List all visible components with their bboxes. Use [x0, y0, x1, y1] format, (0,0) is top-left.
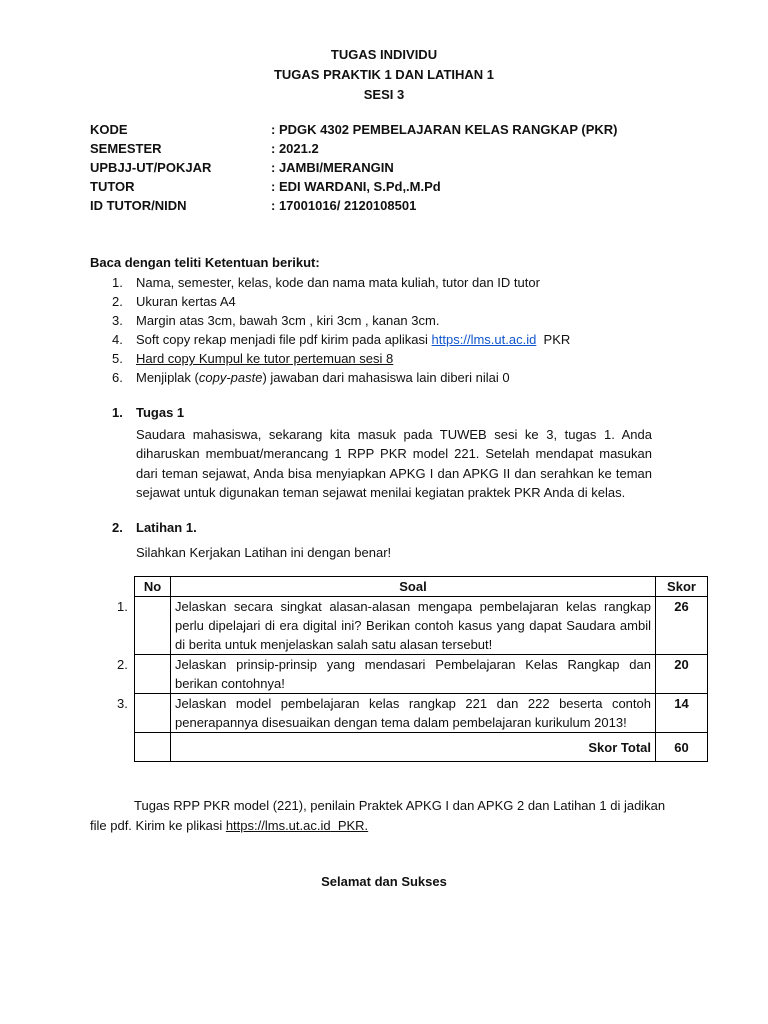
meta-value: : 17001016/ 2120108501: [271, 198, 417, 213]
meta-row-tutor: [90, 179, 710, 198]
course-info-table: [90, 122, 710, 217]
rule-text: Margin atas 3cm, bawah 3cm , kiri 3cm , kanan 3cm.: [136, 313, 440, 328]
document-title: [0, 45, 768, 105]
rule-text: Nama, semester, kelas, kode dan nama mata kuliah, tutor dan ID tutor: [136, 275, 540, 290]
total-row: [135, 733, 708, 762]
total-score: 60: [656, 733, 708, 762]
rule-number: 2.: [112, 294, 123, 309]
section-title: Latihan 1.: [136, 520, 197, 535]
meta-key: UPBJJ-UT/POKJAR: [90, 160, 212, 175]
rules-list: [112, 273, 732, 387]
closing-instructions: [90, 796, 680, 836]
rule-text: Soft copy rekap menjadi file pdf kirim pada aplikasi: [136, 332, 432, 347]
rule-text-suffix: PKR: [536, 332, 571, 347]
title-line-3: SESI 3: [363, 87, 405, 102]
table-row: [135, 655, 708, 694]
rule-number: 1.: [112, 275, 123, 290]
rule-number: 3.: [112, 313, 123, 328]
meta-key: TUTOR: [90, 179, 135, 194]
rule-item: [112, 368, 732, 387]
header-skor: Skor: [656, 577, 708, 597]
row-number: 3.: [117, 696, 128, 711]
row-number-cell: [117, 694, 171, 733]
section-tugas-1: [112, 405, 652, 503]
title-line-2: TUGAS PRAKTIK 1 DAN LATIHAN 1: [273, 67, 495, 82]
meta-value: : PDGK 4302 PEMBELAJARAN KELAS RANGKAP (PKR): [271, 122, 618, 137]
closing-text-suffix: PKR.: [330, 818, 369, 833]
question-score: 14: [656, 694, 708, 733]
closing-lms-link[interactable]: https://lms.ut.ac.id: [225, 818, 331, 833]
row-number-cell: [117, 655, 171, 694]
section-number: 2.: [112, 520, 123, 535]
rule-number: 4.: [112, 332, 123, 347]
questions-table: [117, 576, 708, 762]
section-body: Saudara mahasiswa, sekarang kita masuk pada TUWEB sesi ke 3, tugas 1. Anda diharuskan membuat/merancang 1 RPP PKR model 221. Setelah mendapat masukan dari teman sejawat, Anda bisa menyiapkan APKG I dan APKG II dan serahkan ke teman sejawat untuk digunakan teman sejawat menilai kegiatan praktek PKR Anda di kelas.: [136, 427, 652, 501]
section-heading: [112, 520, 652, 540]
header-no: No: [135, 577, 171, 597]
rule-text-italic: copy-paste: [198, 370, 263, 385]
rule-item: [112, 311, 732, 330]
meta-value: : EDI WARDANI, S.Pd,.M.Pd: [271, 179, 441, 194]
section-number: 1.: [112, 405, 123, 420]
question-score: 20: [656, 655, 708, 694]
section-title: Tugas 1: [136, 405, 185, 420]
meta-key: ID TUTOR/NIDN: [90, 198, 187, 213]
rule-item: [112, 292, 732, 311]
rule-text: Menjiplak (: [136, 370, 199, 385]
meta-value: : JAMBI/MERANGIN: [271, 160, 394, 175]
rule-number: 5.: [112, 351, 123, 366]
rule-text-suffix: ) jawaban dari mahasiswa lain diberi nilai 0: [262, 370, 510, 385]
question-score: 26: [656, 597, 708, 655]
total-label: Skor Total: [171, 733, 656, 762]
header-soal: Soal: [171, 577, 656, 597]
row-number-cell: [117, 597, 171, 655]
question-text: Jelaskan prinsip-prinsip yang mendasari Pembelajaran Kelas Rangkap dan berikan contohnya!: [171, 655, 656, 694]
row-number: 2.: [117, 657, 128, 672]
meta-value: : 2021.2: [271, 141, 319, 156]
rule-text: Hard copy Kumpul ke tutor pertemuan sesi 8: [136, 351, 394, 366]
rules-heading: Baca dengan teliti Ketentuan berikut:: [90, 255, 320, 270]
section-body: Silahkan Kerjakan Latihan ini dengan benar!: [136, 545, 392, 560]
section-heading: [112, 405, 652, 425]
row-number: 1.: [117, 599, 128, 614]
meta-key: KODE: [90, 122, 128, 137]
table-row: [135, 597, 708, 655]
farewell-text: Selamat dan Sukses: [321, 874, 447, 889]
rule-text: Ukuran kertas A4: [136, 294, 236, 309]
rule-item: [112, 349, 732, 368]
meta-key: SEMESTER: [90, 141, 162, 156]
meta-row-id-tutor: [90, 198, 710, 217]
rule-item: [112, 330, 732, 349]
title-line-1: TUGAS INDIVIDU: [330, 47, 438, 62]
table-row: [135, 694, 708, 733]
rule-item: [112, 273, 732, 292]
section-latihan-1: [112, 520, 652, 562]
meta-row-upbjj: [90, 160, 710, 179]
rule-number: 6.: [112, 370, 123, 385]
meta-row-kode: [90, 122, 710, 141]
total-empty-cell: [135, 733, 171, 762]
closing-text: Tugas RPP PKR model (221), penilain Praktek APKG I dan APKG 2 dan Latihan 1 di jadikan file pdf. Kirim ke plikasi: [90, 798, 666, 833]
table-header-row: [135, 577, 708, 597]
question-text: Jelaskan model pembelajaran kelas rangkap 221 dan 222 beserta contoh penerapannya disesuaikan dengan tema dalam pembelajaran kurikulum 2013!: [171, 694, 656, 733]
lms-link[interactable]: https://lms.ut.ac.id: [431, 332, 537, 347]
question-text: Jelaskan secara singkat alasan-alasan mengapa pembelajaran kelas rangkap perlu dipelajari di era digital ini? Berikan contoh kasus yang dapat Saudara ambil di berita untuk menjelaskan salah satu alasan tersebut!: [171, 597, 656, 655]
meta-row-semester: [90, 141, 710, 160]
